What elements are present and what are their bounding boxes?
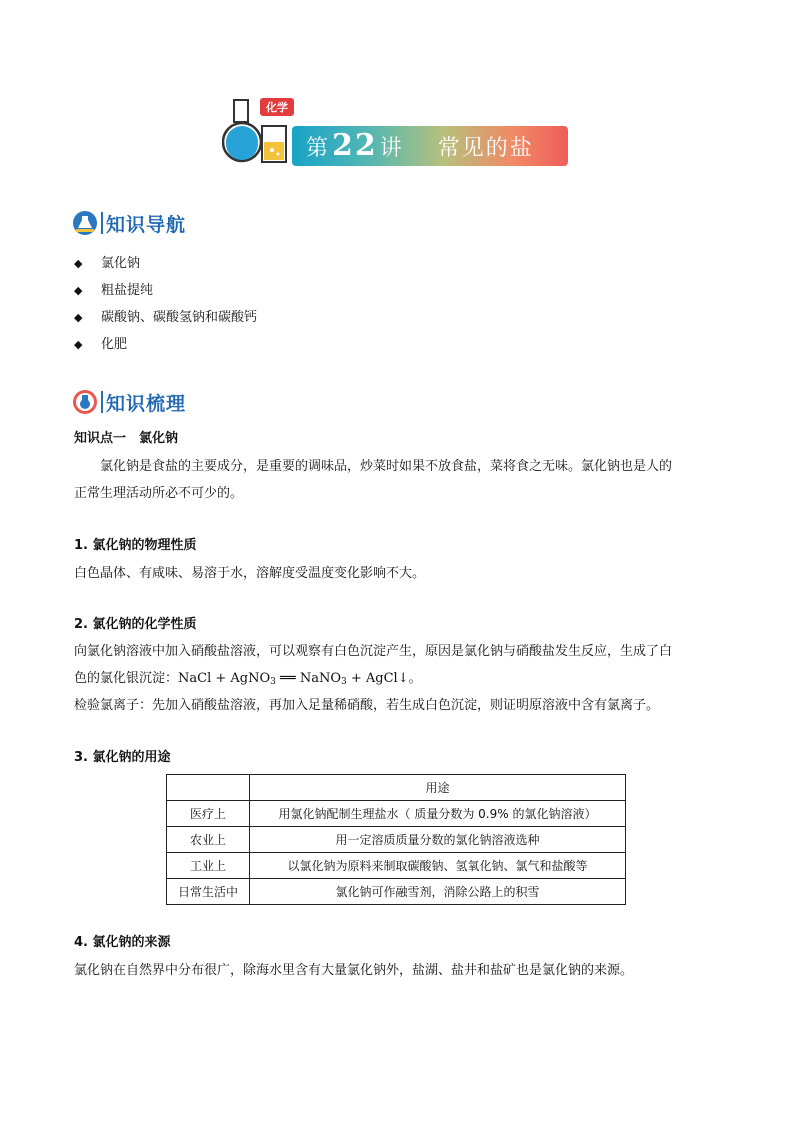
- table-row: [167, 827, 626, 853]
- list-item: ◆ 氯化钠: [74, 250, 257, 277]
- table-cell: 农业上: [167, 827, 250, 853]
- diamond-bullet-icon: ◆: [74, 311, 83, 324]
- list-item: ◆ 粗盐提纯: [74, 277, 257, 304]
- sub-heading-uses: 3. 氯化钠的用途: [74, 750, 171, 765]
- table-row: [167, 853, 626, 879]
- diamond-bullet-icon: ◆: [74, 338, 83, 351]
- lecture-prefix: 第: [306, 136, 331, 161]
- list-item: ◆ 碳酸钠、碳酸氢钠和碳酸钙: [74, 304, 257, 331]
- sub-heading-physical: 1. 氯化钠的物理性质: [74, 538, 197, 553]
- table-cell: 以氯化钠为原料来制取碳酸钠、氢氧化钠、氯气和盐酸等: [250, 853, 626, 879]
- table-header-cell: 用途: [250, 775, 626, 801]
- chemical-equation: NaCl + AgNO$_3$ ══ NaNO$_3$ + AgCl↓: [178, 671, 409, 687]
- table-cell: 用一定溶质质量分数的氯化钠溶液选种: [250, 827, 626, 853]
- sub-heading-chemical: 2. 氯化钠的化学性质: [74, 617, 197, 632]
- chemical-line-1: 向氯化钠溶液中加入硝酸盐溶液，可以观察有白色沉淀产生，原因是氯化钠与硝酸盐发生反应，生成了白: [74, 644, 673, 659]
- summary-section-title: 知识梳理: [106, 392, 187, 415]
- nav-section-title: 知识导航: [106, 213, 187, 236]
- table-cell: 工业上: [167, 853, 250, 879]
- lecture-suffix: 讲: [379, 136, 404, 161]
- table-row: [167, 801, 626, 827]
- sources-text: 氯化钠在自然界中分布很广，除海水里含有大量氯化钠外，盐湖、盐井和盐矿也是氯化钠的来源。: [74, 963, 634, 978]
- flask-circle-icon: [72, 389, 98, 415]
- flask-badge-label: 化学: [266, 101, 288, 114]
- uses-table: [166, 774, 626, 905]
- knowledge-point-heading: 知识点一 氯化钠: [74, 431, 179, 446]
- title-ribbon: [292, 126, 568, 166]
- intro-line-2: 正常生理活动所必不可少的。: [74, 486, 244, 501]
- lecture-title: [306, 128, 534, 164]
- sub-heading-sources: 4. 氯化钠的来源: [74, 935, 171, 950]
- lecture-topic: 常见的盐: [437, 136, 534, 161]
- lecture-banner: [222, 96, 572, 172]
- physical-properties-text: 白色晶体、有咸味、易溶于水，溶解度受温度变化影响不大。: [74, 566, 426, 581]
- table-cell: 用氯化钠配制生理盐水（ 质量分数为 0.9% 的氯化钠溶液）: [250, 801, 626, 827]
- list-item: ◆ 化肥: [74, 331, 257, 358]
- summary-section-header: [72, 387, 186, 417]
- chemistry-flask-icon: [222, 96, 298, 172]
- flask-hand-icon: [72, 210, 98, 236]
- table-cell: 日常生活中: [167, 879, 250, 905]
- diamond-bullet-icon: ◆: [74, 284, 83, 297]
- knowledge-nav-list: [74, 250, 257, 358]
- table-cell: 氯化钠可作融雪剂，消除公路上的积雪: [250, 879, 626, 905]
- table-row: [167, 879, 626, 905]
- chloride-test-text: 检验氯离子：先加入硝酸盐溶液，再加入足量稀硝酸，若生成白色沉淀，则证明原溶液中含有氯离子。: [74, 698, 660, 713]
- table-cell: 医疗上: [167, 801, 250, 827]
- chemical-line-2: 色的氯化银沉淀：NaCl + AgNO$_3$ ══ NaNO$_3$ + AgCl↓。: [74, 671, 422, 687]
- table-header-row: [167, 775, 626, 801]
- diamond-bullet-icon: ◆: [74, 257, 83, 270]
- table-header-cell: [167, 775, 250, 801]
- lecture-number: 22: [332, 128, 378, 163]
- intro-line-1: 氯化钠是食盐的主要成分，是重要的调味品，炒菜时如果不放食盐，菜将食之无味。氯化钠也是人的: [74, 459, 673, 474]
- nav-section-header: [72, 208, 186, 238]
